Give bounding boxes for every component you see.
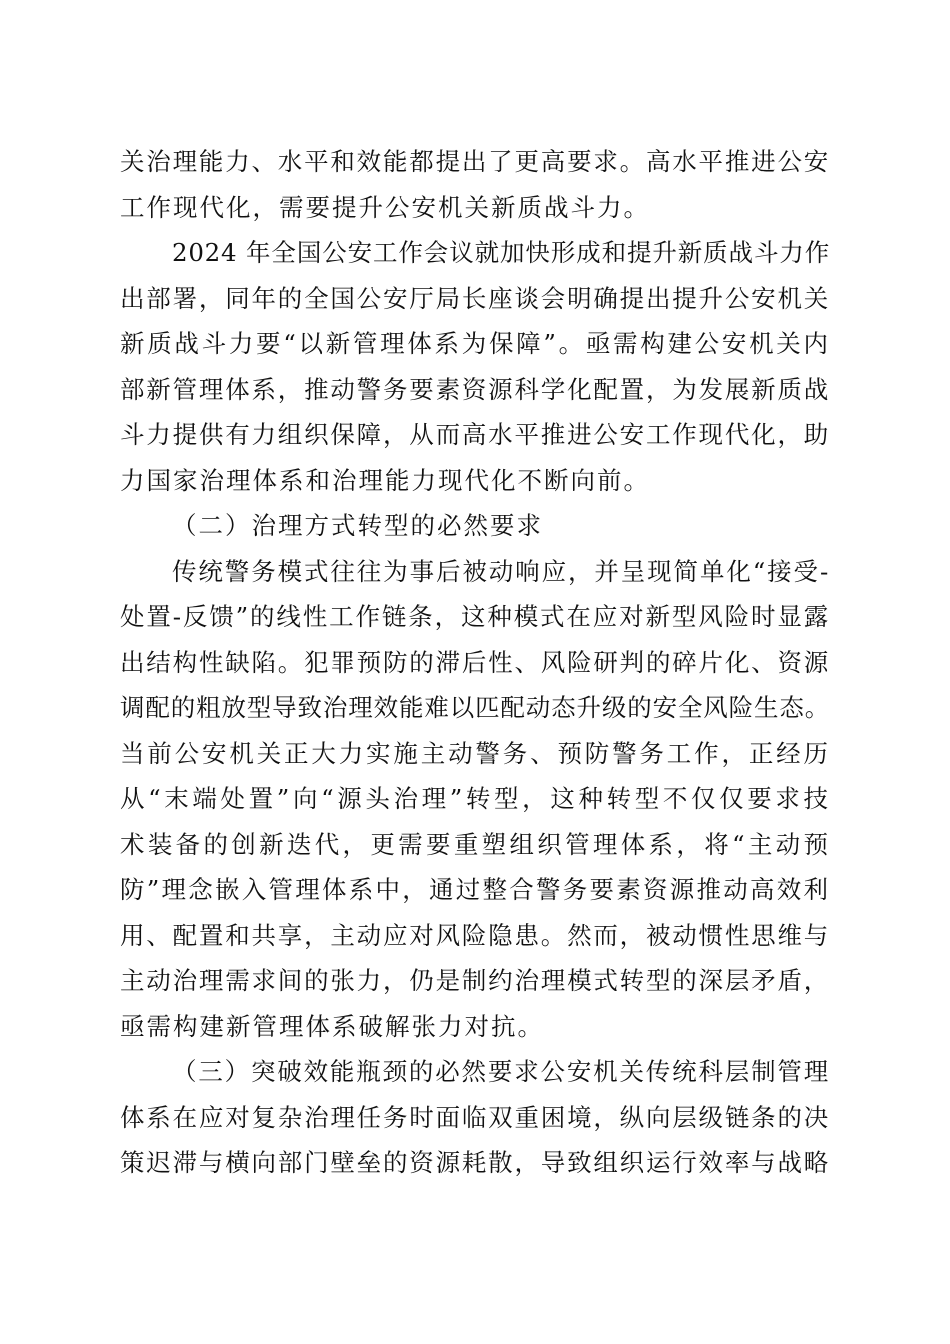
paragraph-first-line: 传统警务模式往往为事后被动响应，并呈现简单化“接受-	[172, 556, 830, 586]
text-line: 出部署，同年的全国公安厅局长座谈会明确提出提升公安机关	[120, 283, 830, 313]
text-line: 亟需构建新管理体系破解张力对抗。	[120, 1011, 544, 1041]
section-heading: （二）治理方式转型的必然要求	[172, 511, 543, 540]
text-line: 部新管理体系，推动警务要素资源科学化配置，为发展新质战	[120, 374, 830, 404]
text-line: 体系在应对复杂治理任务时面临双重困境，纵向层级链条的决	[120, 1102, 830, 1132]
section-heading: （三）突破效能瓶颈的必然要求公安机关传统科层制管理	[172, 1057, 830, 1086]
text-line: 调配的粗放型导致治理效能难以匹配动态升级的安全风险生态。	[120, 693, 830, 722]
text-line: 处置-反馈”的线性工作链条，这种模式在应对新型风险时显露	[120, 602, 830, 631]
text-line: 当前公安机关正大力实施主动警务、预防警务工作，正经历	[120, 738, 830, 768]
text-line: 策迟滞与横向部门壁垒的资源耗散，导致组织运行效率与战略	[120, 1148, 830, 1177]
text-line: 用、配置和共享，主动应对风险隐患。然而，被动惯性思维与	[120, 920, 830, 950]
text-line: 斗力提供有力组织保障，从而高水平推进公安工作现代化，助	[120, 420, 830, 449]
paragraph-first-line: 2024 年全国公安工作会议就加快形成和提升新质战斗力作	[172, 238, 830, 267]
text-line: 术装备的创新迭代，更需要重塑组织管理体系，将“主动预	[120, 829, 830, 859]
text-line: 主动治理需求间的张力，仍是制约治理模式转型的深层矛盾，	[120, 966, 830, 995]
text-line: 新质战斗力要“以新管理体系为保障”。亟需构建公安机关内	[120, 329, 830, 358]
document-body	[120, 139, 830, 1186]
text-line: 防”理念嵌入管理体系中，通过整合警务要素资源推动高效利	[120, 875, 830, 904]
text-line: 从“末端处置”向“源头治理”转型，这种转型不仅仅要求技	[120, 784, 830, 813]
text-line: 关治理能力、水平和效能都提出了更高要求。高水平推进公安	[120, 147, 830, 176]
text-line: 力国家治理体系和治理能力现代化不断向前。	[120, 465, 650, 495]
text-line: 工作现代化，需要提升公安机关新质战斗力。	[120, 192, 650, 222]
text-line: 出结构性缺陷。犯罪预防的滞后性、风险研判的碎片化、资源	[120, 647, 830, 677]
